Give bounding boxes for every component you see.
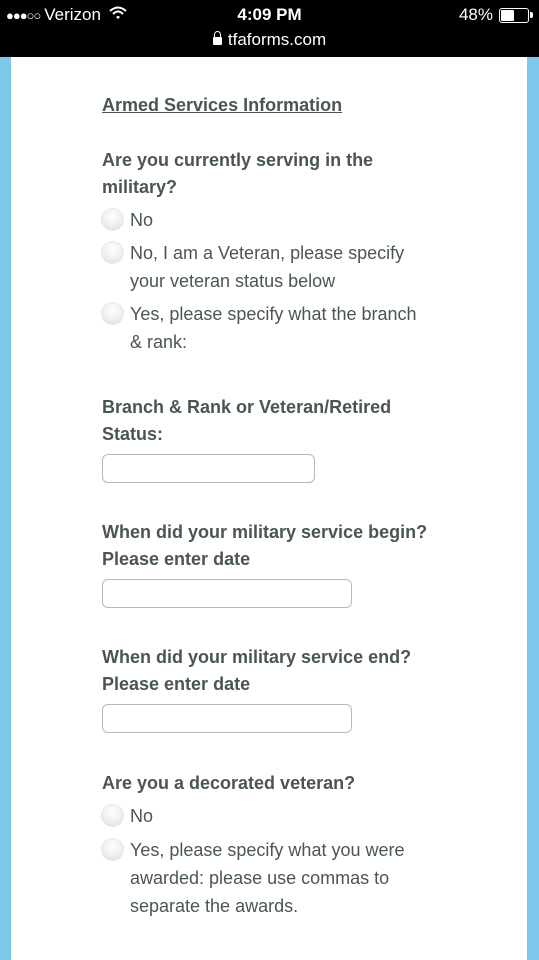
address-bar[interactable] xyxy=(0,30,539,50)
battery-icon xyxy=(499,8,529,23)
option-serving[interactable] xyxy=(102,300,430,356)
battery-tip xyxy=(530,12,533,18)
option-not-decorated[interactable] xyxy=(102,802,430,830)
status-bar xyxy=(0,0,539,57)
url-text: tfaforms.com xyxy=(227,30,327,49)
service-end-date-field[interactable] xyxy=(102,704,352,733)
service-begin-date-field[interactable] xyxy=(102,579,352,608)
option-label: Yes, please specify what you were awarded: please use commas to separate the awards. xyxy=(130,840,405,916)
battery-level xyxy=(501,10,514,21)
carrier-name: Verizon xyxy=(44,5,101,24)
question-service-begin: When did your military service begin? Please enter date xyxy=(102,522,428,569)
radio-button[interactable] xyxy=(102,303,123,324)
question-branch-rank: Branch & Rank or Veteran/Retired Status: xyxy=(102,397,392,444)
lock-icon xyxy=(213,37,222,45)
clock: 4:09 PM xyxy=(237,5,302,24)
radio-button[interactable] xyxy=(102,242,123,263)
question-currently-serving: Are you currently serving in the military? xyxy=(102,150,374,197)
option-veteran[interactable] xyxy=(102,239,430,295)
battery-percent: 48% xyxy=(458,5,493,24)
radio-button[interactable] xyxy=(102,805,123,826)
branch-rank-field[interactable] xyxy=(102,454,315,483)
radio-button[interactable] xyxy=(102,839,123,860)
option-decorated[interactable] xyxy=(102,836,430,920)
radio-button[interactable] xyxy=(102,209,123,230)
question-service-end: When did your military service end? Please enter date xyxy=(102,647,412,694)
question-decorated-veteran: Are you a decorated veteran? xyxy=(102,773,356,793)
form-card xyxy=(11,57,527,960)
option-label: No, I am a Veteran, please specify your veteran status below xyxy=(130,243,405,291)
option-label: Yes, please specify what the branch & rank: xyxy=(130,304,417,352)
section-title: Armed Services Information xyxy=(102,95,343,115)
option-not-serving[interactable] xyxy=(102,206,430,234)
option-label: No xyxy=(130,806,154,826)
signal-strength-icon: ●●●○○ xyxy=(6,7,41,23)
battery-group xyxy=(459,5,529,25)
option-label: No xyxy=(130,210,154,230)
